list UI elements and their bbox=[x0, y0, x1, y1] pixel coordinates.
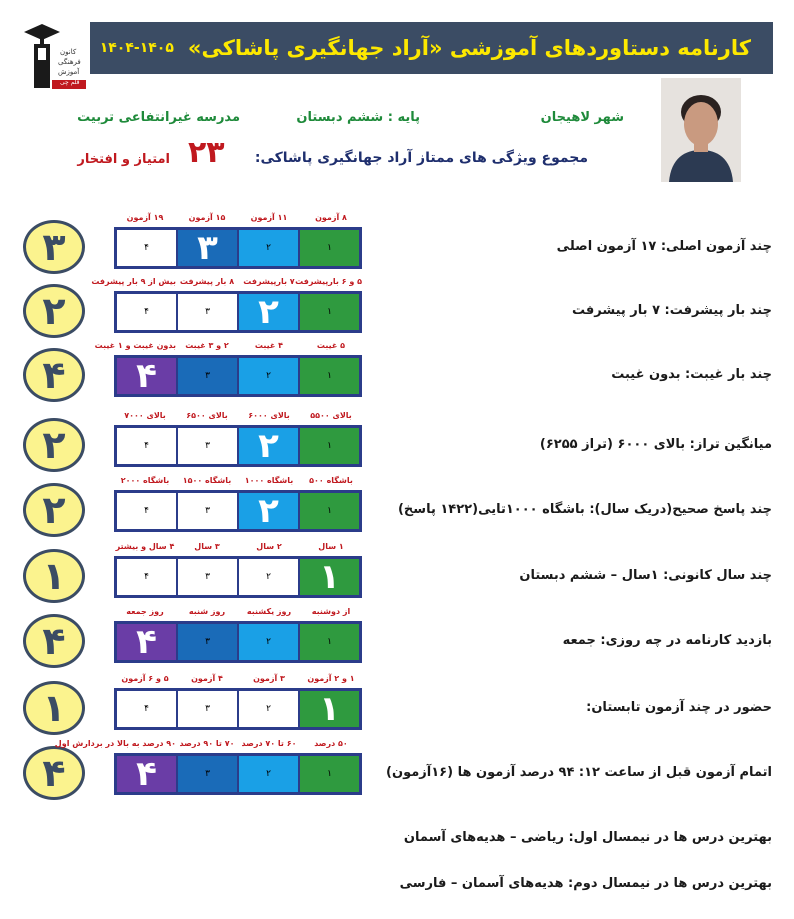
level-cell: ۱ bbox=[298, 493, 359, 529]
level-caption: ۲ و ۳ غیبت bbox=[185, 341, 229, 350]
level-caption: ۳ آزمون bbox=[253, 674, 285, 683]
score-badge: ۴ bbox=[23, 746, 85, 800]
level-caption: ۱۹ آزمون bbox=[126, 213, 164, 222]
level-cell: ۲ bbox=[237, 428, 298, 464]
level-cell: ۱ bbox=[298, 624, 359, 660]
row-label: چند پاسخ صحیح(دریک سال): باشگاه ۱۰۰۰تایی(۱۴۲۲ پاسخ) bbox=[397, 502, 772, 517]
level-bar bbox=[114, 556, 362, 598]
total-label: مجموع ویژگی های ممتاز آراد جهانگیری پاشاکی: bbox=[254, 150, 588, 166]
level-caption: روز یکشنبه bbox=[246, 607, 292, 616]
level-cell: ۱ bbox=[298, 428, 359, 464]
level-caption: ۱ سال bbox=[318, 542, 344, 551]
score-badge: ۳ bbox=[23, 220, 85, 274]
level-cell: ۲ bbox=[237, 559, 298, 595]
level-cell: ۲ bbox=[237, 691, 298, 727]
student-city: شهر لاهیجان bbox=[540, 110, 624, 125]
level-caption: ۷۰ تا ۹۰ درصد bbox=[179, 739, 235, 748]
level-cell: ۲ bbox=[237, 358, 298, 394]
row-label: چند سال کانونی: ۱سال – ششم دبستان bbox=[519, 568, 772, 583]
title-bar bbox=[90, 22, 773, 74]
level-cell: ۳ bbox=[176, 230, 237, 266]
level-cell: ۳ bbox=[176, 358, 237, 394]
row-label: چند آزمون اصلی: ۱۷ آزمون اصلی bbox=[556, 239, 772, 254]
level-caption: از دوشنبه bbox=[311, 607, 351, 616]
level-caption: بیش از ۹ بار پیشرفت bbox=[91, 277, 176, 286]
level-cell: ۲ bbox=[237, 493, 298, 529]
level-cell: ۴ bbox=[117, 559, 176, 595]
level-caption: ۱۵ آزمون bbox=[188, 213, 226, 222]
level-caption: ۵ غیبت bbox=[316, 341, 346, 350]
level-cell: ۴ bbox=[117, 230, 176, 266]
level-cell: ۴ bbox=[117, 428, 176, 464]
level-cell: ۳ bbox=[176, 493, 237, 529]
logo-text-1: کانون bbox=[60, 48, 77, 56]
logo-text-2: فرهنگی bbox=[58, 58, 81, 66]
row-label: چند بار غیبت: بدون غیبت bbox=[611, 367, 772, 382]
logo-text-3: آموزش bbox=[58, 68, 80, 76]
level-bar bbox=[114, 490, 362, 532]
level-cell: ۴ bbox=[117, 294, 176, 330]
level-bar bbox=[114, 425, 362, 467]
level-cell: ۴ bbox=[117, 624, 176, 660]
level-caption: ۳ سال bbox=[194, 542, 220, 551]
level-caption: باشگاه ۱۰۰۰ bbox=[244, 476, 294, 485]
total-suffix: امتیاز و افتخار bbox=[77, 152, 170, 167]
level-caption: باشگاه ۱۵۰۰ bbox=[182, 476, 232, 485]
row-label: حضور در چند آزمون تابستان: bbox=[586, 700, 772, 715]
level-caption: بالای ۶۰۰۰ bbox=[248, 411, 290, 420]
best-subjects-first-semester: بهترین درس ها در نیمسال اول: ریاضی – هدیه‌های آسمان bbox=[403, 830, 772, 845]
level-cell: ۲ bbox=[237, 756, 298, 792]
level-caption: ۸ بار پیشرفت bbox=[179, 277, 235, 286]
level-cell: ۲ bbox=[237, 624, 298, 660]
best-subjects-second-semester: بهترین درس ها در نیمسال دوم: هدیه‌های آسمان – فارسی bbox=[399, 876, 772, 891]
level-bar bbox=[114, 753, 362, 795]
student-grade: پایه : ششم دبستان bbox=[296, 110, 420, 125]
level-cell: ۴ bbox=[117, 493, 176, 529]
level-caption: ۱۱ آزمون bbox=[250, 213, 288, 222]
score-badge: ۴ bbox=[23, 614, 85, 668]
level-caption: ۵ و ۶ آزمون bbox=[121, 674, 169, 683]
logo-text-4: قلم چی bbox=[60, 79, 80, 86]
level-cell: ۳ bbox=[176, 294, 237, 330]
level-caption: ۵ و ۶ بارپیشرفت bbox=[295, 277, 362, 286]
student-photo bbox=[661, 78, 741, 182]
level-cell: ۱ bbox=[298, 230, 359, 266]
level-caption: ۴ آزمون bbox=[191, 674, 223, 683]
level-cell: ۱ bbox=[298, 691, 359, 727]
level-cell: ۳ bbox=[176, 691, 237, 727]
level-caption: روز شنبه bbox=[188, 607, 226, 616]
report-years: ۱۴۰۴-۱۴۰۵ bbox=[99, 40, 174, 56]
level-cell: ۴ bbox=[117, 756, 176, 792]
level-caption: ۹۰ درصد به بالا در بردارش اول bbox=[54, 739, 176, 748]
total-score: ۲۳ bbox=[188, 135, 225, 170]
level-cell: ۳ bbox=[176, 559, 237, 595]
level-caption: باشگاه ۵۰۰ bbox=[309, 476, 353, 485]
level-caption: ۴ غیبت bbox=[254, 341, 284, 350]
level-bar bbox=[114, 688, 362, 730]
level-cell: ۱ bbox=[298, 559, 359, 595]
student-school: مدرسه غیرانتفاعی تربیت bbox=[77, 110, 240, 125]
level-caption: روز جمعه bbox=[126, 607, 164, 616]
level-cell: ۳ bbox=[176, 624, 237, 660]
level-caption: ۵۰ درصد bbox=[314, 739, 348, 748]
level-cell: ۱ bbox=[298, 294, 359, 330]
level-caption: ۱ و ۲ آزمون bbox=[307, 674, 355, 683]
row-label: بازدید کارنامه در چه روزی: جمعه bbox=[562, 633, 772, 648]
row-label: اتمام آزمون قبل از ساعت ۱۲: ۹۴ درصد آزمون ها (۱۶آزمون) bbox=[386, 765, 772, 780]
level-cell: ۲ bbox=[237, 294, 298, 330]
score-badge: ۲ bbox=[23, 284, 85, 338]
row-label: چند بار پیشرفت: ۷ بار پیشرفت bbox=[571, 303, 772, 318]
score-badge: ۲ bbox=[23, 483, 85, 537]
level-caption: ۲ سال bbox=[256, 542, 282, 551]
level-caption: ۴ سال و بیشتر bbox=[115, 542, 175, 551]
level-cell: ۴ bbox=[117, 691, 176, 727]
level-bar bbox=[114, 355, 362, 397]
score-badge: ۲ bbox=[23, 418, 85, 472]
level-cell: ۱ bbox=[298, 756, 359, 792]
level-cell: ۳ bbox=[176, 756, 237, 792]
level-caption: ۷ بارپیشرفت bbox=[243, 277, 295, 286]
level-caption: بالای ۷۰۰۰ bbox=[124, 411, 166, 420]
score-badge: ۴ bbox=[23, 348, 85, 402]
level-caption: ۶۰ تا ۷۰ درصد bbox=[241, 739, 297, 748]
level-caption: بدون غیبت و ۱ غیبت bbox=[94, 341, 176, 350]
score-badge: ۱ bbox=[23, 549, 85, 603]
level-bar bbox=[114, 227, 362, 269]
level-caption: بالای ۶۵۰۰ bbox=[186, 411, 228, 420]
level-cell: ۱ bbox=[298, 358, 359, 394]
level-caption: ۸ آزمون bbox=[315, 213, 347, 222]
report-title: کارنامه دستاوردهای آموزشی «آراد جهانگیری پاشاکی» bbox=[187, 36, 751, 60]
level-cell: ۲ bbox=[237, 230, 298, 266]
level-cell: ۴ bbox=[117, 358, 176, 394]
level-caption: بالای ۵۵۰۰ bbox=[310, 411, 352, 420]
level-bar bbox=[114, 291, 362, 333]
level-cell: ۳ bbox=[176, 428, 237, 464]
level-caption: باشگاه ۲۰۰۰ bbox=[120, 476, 170, 485]
level-bar bbox=[114, 621, 362, 663]
kanoon-logo bbox=[20, 18, 90, 92]
row-label: میانگین تراز: بالای ۶۰۰۰ (تراز ۶۲۵۵) bbox=[539, 437, 772, 452]
score-badge: ۱ bbox=[23, 681, 85, 735]
